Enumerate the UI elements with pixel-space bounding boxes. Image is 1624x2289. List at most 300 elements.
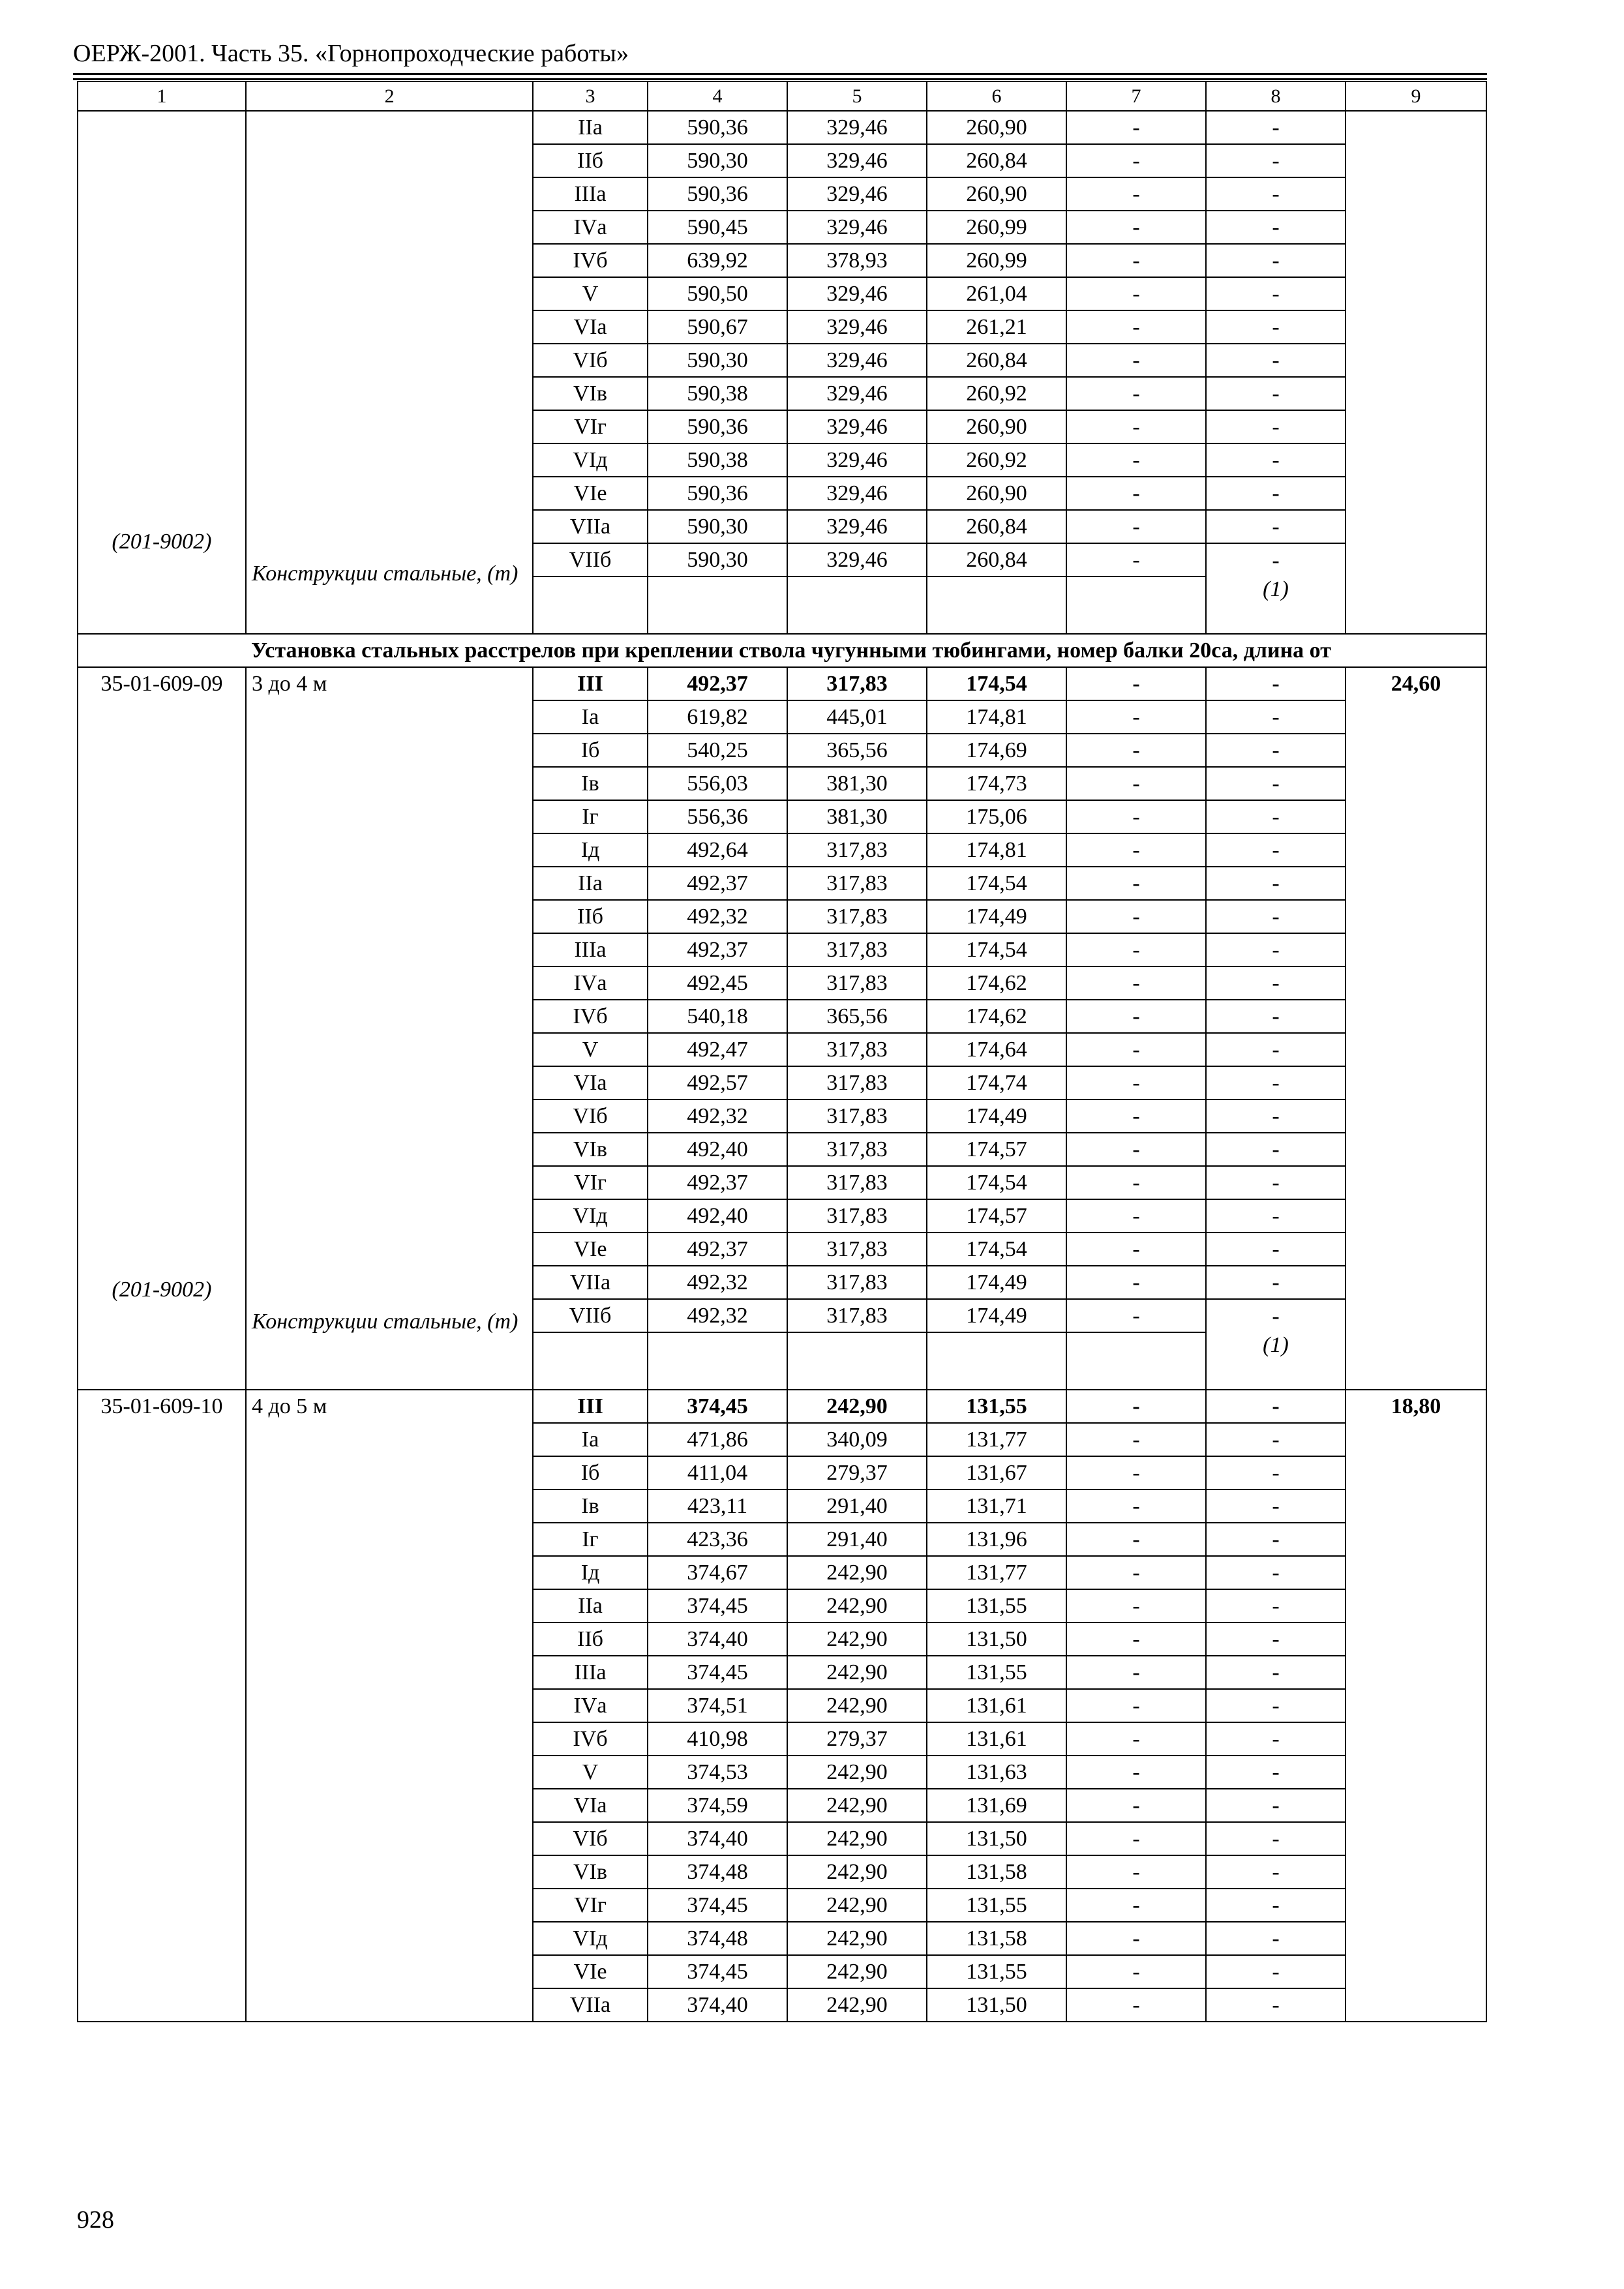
col7-cell: - <box>1066 277 1206 310</box>
machine-cell: 131,77 <box>927 1556 1066 1589</box>
total-cost-cell: 374,45 <box>648 1390 787 1423</box>
machine-cell: 174,54 <box>927 1166 1066 1199</box>
total-cost-cell: 590,36 <box>648 477 787 510</box>
machine-cell: 260,90 <box>927 410 1066 443</box>
rate-code: 35-01-609-09 <box>100 672 223 696</box>
machine-cell: 131,55 <box>927 1656 1066 1689</box>
resource-name: Конструкции стальные, (т) <box>252 561 519 586</box>
col8-cell: - <box>1206 1423 1346 1456</box>
wage-cell: 329,46 <box>787 111 927 144</box>
total-cost-cell: 492,37 <box>648 933 787 966</box>
col8-cell: - <box>1206 477 1346 510</box>
name-cell <box>246 667 533 1390</box>
machine-cell: 174,62 <box>927 1000 1066 1033</box>
zone-cell: Iг <box>533 800 648 833</box>
page-number: 928 <box>77 2206 114 2234</box>
col7-cell: - <box>1066 1033 1206 1066</box>
column-number: 1 <box>78 82 246 111</box>
wage-cell: 329,46 <box>787 377 927 410</box>
wage-cell: 329,46 <box>787 211 927 244</box>
machine-cell: 131,50 <box>927 1623 1066 1656</box>
resource-name: Конструкции стальные, (т) <box>252 1309 519 1334</box>
total-cost-cell: 374,48 <box>648 1855 787 1889</box>
total-cost-cell: 374,53 <box>648 1756 787 1789</box>
machine-cell: 131,96 <box>927 1523 1066 1556</box>
rates-table <box>77 81 1487 2022</box>
machine-cell: 131,63 <box>927 1756 1066 1789</box>
zone-cell: VIIб <box>533 1299 648 1332</box>
wage-cell: 291,40 <box>787 1489 927 1523</box>
total-cost-cell: 411,04 <box>648 1456 787 1489</box>
col8-cell: - <box>1206 244 1346 277</box>
wage-cell: 242,90 <box>787 1988 927 2022</box>
total-cost-cell: 492,32 <box>648 900 787 933</box>
col7-cell: - <box>1066 543 1206 576</box>
col7-cell: - <box>1066 1556 1206 1589</box>
col8-cell: - <box>1206 933 1346 966</box>
machine-cell: 260,99 <box>927 244 1066 277</box>
wage-cell: 329,46 <box>787 144 927 177</box>
machine-cell: 131,55 <box>927 1589 1066 1623</box>
col7-cell: - <box>1066 510 1206 543</box>
wage-cell: 317,83 <box>787 1166 927 1199</box>
name-stack <box>252 1390 527 1996</box>
zone-cell: VIб <box>533 344 648 377</box>
wage-cell: 242,90 <box>787 1689 927 1722</box>
total-cost-cell: 492,40 <box>648 1133 787 1166</box>
col8-cell: - <box>1206 1889 1346 1922</box>
col8-cell: - <box>1206 1489 1346 1523</box>
col8-cell: - <box>1206 177 1346 211</box>
name-stack <box>252 112 527 590</box>
col7-cell: - <box>1066 1066 1206 1100</box>
col8-cell: - <box>1206 966 1346 1000</box>
zone-cell: VIIа <box>533 510 648 543</box>
col7-cell: - <box>1066 244 1206 277</box>
total-cost-cell: 556,03 <box>648 767 787 800</box>
col7-cell: - <box>1066 933 1206 966</box>
machine-cell: 131,50 <box>927 1822 1066 1855</box>
labor-cell: 24,60 <box>1346 667 1486 1390</box>
wage-cell: 242,90 <box>787 1955 927 1988</box>
total-cost-cell: 492,37 <box>648 1233 787 1266</box>
zone-cell: IIа <box>533 867 648 900</box>
col8-cell: - <box>1206 1756 1346 1789</box>
machine-cell: 174,62 <box>927 966 1066 1000</box>
col8-cell: - <box>1206 1822 1346 1855</box>
col7-cell: - <box>1066 1133 1206 1166</box>
zone-cell: VIв <box>533 1855 648 1889</box>
total-cost-cell: 492,37 <box>648 867 787 900</box>
wage-cell: 317,83 <box>787 1299 927 1332</box>
zone-cell: IIа <box>533 1589 648 1623</box>
total-cost-cell: 590,38 <box>648 377 787 410</box>
zone-cell: VIв <box>533 377 648 410</box>
machine-cell: 174,49 <box>927 1266 1066 1299</box>
total-cost-cell: 374,40 <box>648 1988 787 2022</box>
col8-cell: - <box>1206 1722 1346 1756</box>
wage-cell: 242,90 <box>787 1789 927 1822</box>
wage-cell: 317,83 <box>787 933 927 966</box>
resource-quantity: (1) <box>1206 576 1346 634</box>
wage-cell: 329,46 <box>787 477 927 510</box>
col8-cell: - <box>1206 900 1346 933</box>
zone-cell: Iг <box>533 1523 648 1556</box>
zone-cell: VIб <box>533 1100 648 1133</box>
wage-cell: 329,46 <box>787 543 927 576</box>
machine-cell: 174,49 <box>927 900 1066 933</box>
col8-cell: - <box>1206 144 1346 177</box>
machine-cell: 260,92 <box>927 377 1066 410</box>
zone-cell: VIа <box>533 1066 648 1100</box>
col7-cell: - <box>1066 443 1206 477</box>
col8-cell: - <box>1206 1456 1346 1489</box>
col7-cell: - <box>1066 1756 1206 1789</box>
header-rule-double <box>73 78 1487 80</box>
total-cost-cell: 590,30 <box>648 344 787 377</box>
resource-code: (201-9002) <box>112 530 212 554</box>
total-cost-cell: 374,45 <box>648 1589 787 1623</box>
total-cost-cell: 590,36 <box>648 410 787 443</box>
wage-cell: 329,46 <box>787 510 927 543</box>
wage-cell: 445,01 <box>787 700 927 734</box>
total-cost-cell: 374,40 <box>648 1822 787 1855</box>
empty-cell <box>533 576 648 634</box>
rate-name: 4 до 5 м <box>252 1394 327 1418</box>
wage-cell: 365,56 <box>787 1000 927 1033</box>
col8-cell: - <box>1206 1390 1346 1423</box>
machine-cell: 174,54 <box>927 1233 1066 1266</box>
wage-cell: 317,83 <box>787 667 927 700</box>
total-cost-cell: 374,48 <box>648 1922 787 1955</box>
zone-cell: VIд <box>533 443 648 477</box>
resource-code: (201-9002) <box>112 1278 212 1302</box>
total-cost-cell: 492,32 <box>648 1299 787 1332</box>
col7-cell: - <box>1066 377 1206 410</box>
zone-cell: V <box>533 1756 648 1789</box>
rate-code: 35-01-609-10 <box>100 1394 223 1418</box>
total-cost-cell: 410,98 <box>648 1722 787 1756</box>
column-number-row <box>78 82 1486 111</box>
col7-cell: - <box>1066 177 1206 211</box>
col7-cell: - <box>1066 410 1206 443</box>
col7-cell: - <box>1066 1889 1206 1922</box>
col7-cell: - <box>1066 1100 1206 1133</box>
labor-cell <box>1346 111 1486 634</box>
col7-cell: - <box>1066 1299 1206 1332</box>
total-cost-cell: 540,18 <box>648 1000 787 1033</box>
wage-cell: 317,83 <box>787 1033 927 1066</box>
col8-cell: - <box>1206 1100 1346 1133</box>
zone-cell: IIб <box>533 1623 648 1656</box>
col8-cell: - <box>1206 543 1346 576</box>
col8-cell: - <box>1206 310 1346 344</box>
machine-cell: 174,64 <box>927 1033 1066 1066</box>
col7-cell: - <box>1066 344 1206 377</box>
zone-cell: V <box>533 1033 648 1066</box>
total-cost-cell: 492,47 <box>648 1033 787 1066</box>
machine-cell: 260,90 <box>927 177 1066 211</box>
col7-cell: - <box>1066 1390 1206 1423</box>
col8-cell: - <box>1206 1556 1346 1589</box>
machine-cell: 261,04 <box>927 277 1066 310</box>
zone-cell: V <box>533 277 648 310</box>
col8-cell: - <box>1206 111 1346 144</box>
machine-cell: 260,84 <box>927 510 1066 543</box>
zone-cell: VIб <box>533 1822 648 1855</box>
table-row <box>78 1390 1486 1423</box>
total-cost-cell: 540,25 <box>648 734 787 767</box>
col7-cell: - <box>1066 144 1206 177</box>
machine-cell: 174,57 <box>927 1199 1066 1233</box>
wage-cell: 317,83 <box>787 1266 927 1299</box>
wage-cell: 329,46 <box>787 443 927 477</box>
wage-cell: 242,90 <box>787 1855 927 1889</box>
labor-cell: 18,80 <box>1346 1390 1486 2022</box>
code-stack <box>83 112 240 590</box>
machine-cell: 260,90 <box>927 111 1066 144</box>
col8-cell: - <box>1206 211 1346 244</box>
machine-cell: 174,54 <box>927 933 1066 966</box>
total-cost-cell: 590,30 <box>648 510 787 543</box>
col7-cell: - <box>1066 1233 1206 1266</box>
wage-cell: 242,90 <box>787 1556 927 1589</box>
machine-cell: 131,55 <box>927 1889 1066 1922</box>
col7-cell: - <box>1066 1623 1206 1656</box>
wage-cell: 329,46 <box>787 344 927 377</box>
machine-cell: 131,67 <box>927 1456 1066 1489</box>
header-rule <box>73 73 1487 75</box>
wage-cell: 242,90 <box>787 1390 927 1423</box>
col7-cell: - <box>1066 1988 1206 2022</box>
total-cost-cell: 492,32 <box>648 1100 787 1133</box>
col7-cell: - <box>1066 1855 1206 1889</box>
zone-cell: VIе <box>533 1233 648 1266</box>
zone-cell: IVа <box>533 211 648 244</box>
col7-cell: - <box>1066 867 1206 900</box>
empty-cell <box>787 576 927 634</box>
zone-cell: VIа <box>533 310 648 344</box>
col8-cell: - <box>1206 1166 1346 1199</box>
empty-cell <box>787 1332 927 1390</box>
wage-cell: 242,90 <box>787 1589 927 1623</box>
name-stack <box>252 668 527 1338</box>
col8-cell: - <box>1206 1922 1346 1955</box>
col8-cell: - <box>1206 1233 1346 1266</box>
wage-cell: 317,83 <box>787 833 927 867</box>
col7-cell: - <box>1066 1922 1206 1955</box>
wage-cell: 279,37 <box>787 1722 927 1756</box>
machine-cell: 174,57 <box>927 1133 1066 1166</box>
total-cost-cell: 590,38 <box>648 443 787 477</box>
total-cost-cell: 492,32 <box>648 1266 787 1299</box>
col8-cell: - <box>1206 833 1346 867</box>
col8-cell: - <box>1206 344 1346 377</box>
wage-cell: 378,93 <box>787 244 927 277</box>
zone-cell: IVа <box>533 1689 648 1722</box>
machine-cell: 260,84 <box>927 344 1066 377</box>
total-cost-cell: 492,64 <box>648 833 787 867</box>
total-cost-cell: 492,37 <box>648 1166 787 1199</box>
section-title-row <box>78 634 1486 667</box>
machine-cell: 131,71 <box>927 1489 1066 1523</box>
total-cost-cell: 374,59 <box>648 1789 787 1822</box>
zone-cell: IIIа <box>533 1656 648 1689</box>
column-number: 2 <box>246 82 533 111</box>
col7-cell: - <box>1066 767 1206 800</box>
col8-cell: - <box>1206 1133 1346 1166</box>
zone-cell: Iб <box>533 734 648 767</box>
machine-cell: 174,69 <box>927 734 1066 767</box>
total-cost-cell: 374,45 <box>648 1955 787 1988</box>
total-cost-cell: 619,82 <box>648 700 787 734</box>
col7-cell: - <box>1066 1656 1206 1689</box>
zone-cell: VIе <box>533 477 648 510</box>
machine-cell: 260,99 <box>927 211 1066 244</box>
col7-cell: - <box>1066 1789 1206 1822</box>
col8-cell: - <box>1206 867 1346 900</box>
wage-cell: 317,83 <box>787 1100 927 1133</box>
col7-cell: - <box>1066 700 1206 734</box>
col7-cell: - <box>1066 734 1206 767</box>
wage-cell: 242,90 <box>787 1656 927 1689</box>
zone-cell: VIд <box>533 1922 648 1955</box>
column-number: 6 <box>927 82 1066 111</box>
empty-cell <box>648 576 787 634</box>
machine-cell: 175,06 <box>927 800 1066 833</box>
zone-cell: III <box>533 667 648 700</box>
col7-cell: - <box>1066 667 1206 700</box>
col8-cell: - <box>1206 1789 1346 1822</box>
zone-cell: IIIа <box>533 933 648 966</box>
zone-cell: Iб <box>533 1456 648 1489</box>
column-number: 3 <box>533 82 648 111</box>
total-cost-cell: 374,67 <box>648 1556 787 1589</box>
machine-cell: 131,58 <box>927 1855 1066 1889</box>
machine-cell: 131,61 <box>927 1689 1066 1722</box>
col7-cell: - <box>1066 1722 1206 1756</box>
wage-cell: 329,46 <box>787 410 927 443</box>
col8-cell: - <box>1206 1266 1346 1299</box>
col8-cell: - <box>1206 1033 1346 1066</box>
total-cost-cell: 492,45 <box>648 966 787 1000</box>
machine-cell: 174,54 <box>927 667 1066 700</box>
wage-cell: 340,09 <box>787 1423 927 1456</box>
rate-name: 3 до 4 м <box>252 672 327 696</box>
zone-cell: Iв <box>533 1489 648 1523</box>
col7-cell: - <box>1066 1689 1206 1722</box>
zone-cell: VIг <box>533 1889 648 1922</box>
empty-cell <box>927 576 1066 634</box>
zone-cell: Iд <box>533 833 648 867</box>
col7-cell: - <box>1066 1423 1206 1456</box>
col8-cell: - <box>1206 410 1346 443</box>
total-cost-cell: 590,50 <box>648 277 787 310</box>
name-cell <box>246 1390 533 2022</box>
machine-cell: 174,54 <box>927 867 1066 900</box>
machine-cell: 131,69 <box>927 1789 1066 1822</box>
name-cell <box>246 111 533 634</box>
machine-cell: 131,55 <box>927 1390 1066 1423</box>
machine-cell: 260,84 <box>927 144 1066 177</box>
col8-cell: - <box>1206 1000 1346 1033</box>
col8-cell: - <box>1206 1855 1346 1889</box>
wage-cell: 381,30 <box>787 767 927 800</box>
machine-cell: 131,58 <box>927 1922 1066 1955</box>
code-cell <box>78 667 246 1390</box>
total-cost-cell: 639,92 <box>648 244 787 277</box>
total-cost-cell: 556,36 <box>648 800 787 833</box>
machine-cell: 131,55 <box>927 1955 1066 1988</box>
total-cost-cell: 492,37 <box>648 667 787 700</box>
code-cell <box>78 111 246 634</box>
col8-cell: - <box>1206 767 1346 800</box>
zone-cell: IVб <box>533 1000 648 1033</box>
col7-cell: - <box>1066 800 1206 833</box>
wage-cell: 329,46 <box>787 277 927 310</box>
machine-cell: 174,74 <box>927 1066 1066 1100</box>
machine-cell: 261,21 <box>927 310 1066 344</box>
total-cost-cell: 374,40 <box>648 1623 787 1656</box>
wage-cell: 317,83 <box>787 966 927 1000</box>
total-cost-cell: 374,45 <box>648 1656 787 1689</box>
machine-cell: 260,90 <box>927 477 1066 510</box>
zone-cell: IVа <box>533 966 648 1000</box>
col8-cell: - <box>1206 510 1346 543</box>
machine-cell: 174,81 <box>927 700 1066 734</box>
col8-cell: - <box>1206 800 1346 833</box>
col7-cell: - <box>1066 1489 1206 1523</box>
total-cost-cell: 590,45 <box>648 211 787 244</box>
total-cost-cell: 590,36 <box>648 111 787 144</box>
col7-cell: - <box>1066 1456 1206 1489</box>
col8-cell: - <box>1206 700 1346 734</box>
zone-cell: Iа <box>533 700 648 734</box>
zone-cell: Iа <box>533 1423 648 1456</box>
total-cost-cell: 423,11 <box>648 1489 787 1523</box>
col8-cell: - <box>1206 667 1346 700</box>
section-title: Установка стальных расстрелов при креплении ствола чугунными тюбингами, номер балки 20са, длина от <box>246 634 1486 667</box>
col7-cell: - <box>1066 1955 1206 1988</box>
page-header-title: ОЕРЖ-2001. Часть 35. «Горнопроходческие работы» <box>73 40 629 67</box>
machine-cell: 260,92 <box>927 443 1066 477</box>
wage-cell: 329,46 <box>787 177 927 211</box>
col8-cell: - <box>1206 734 1346 767</box>
total-cost-cell: 590,30 <box>648 144 787 177</box>
machine-cell: 174,49 <box>927 1100 1066 1133</box>
zone-cell: VIг <box>533 410 648 443</box>
zone-cell: VIв <box>533 1133 648 1166</box>
col8-cell: - <box>1206 1955 1346 1988</box>
table-row <box>78 667 1486 700</box>
wage-cell: 317,83 <box>787 1199 927 1233</box>
total-cost-cell: 374,51 <box>648 1689 787 1722</box>
wage-cell: 242,90 <box>787 1756 927 1789</box>
wage-cell: 317,83 <box>787 1133 927 1166</box>
total-cost-cell: 590,30 <box>648 543 787 576</box>
zone-cell: VIIб <box>533 543 648 576</box>
empty-cell <box>927 1332 1066 1390</box>
zone-cell: IIIа <box>533 177 648 211</box>
empty-cell <box>1066 576 1206 634</box>
col7-cell: - <box>1066 211 1206 244</box>
col7-cell: - <box>1066 966 1206 1000</box>
zone-cell: IVб <box>533 1722 648 1756</box>
machine-cell: 131,50 <box>927 1988 1066 2022</box>
empty-cell <box>533 1332 648 1390</box>
col8-cell: - <box>1206 1199 1346 1233</box>
wage-cell: 291,40 <box>787 1523 927 1556</box>
